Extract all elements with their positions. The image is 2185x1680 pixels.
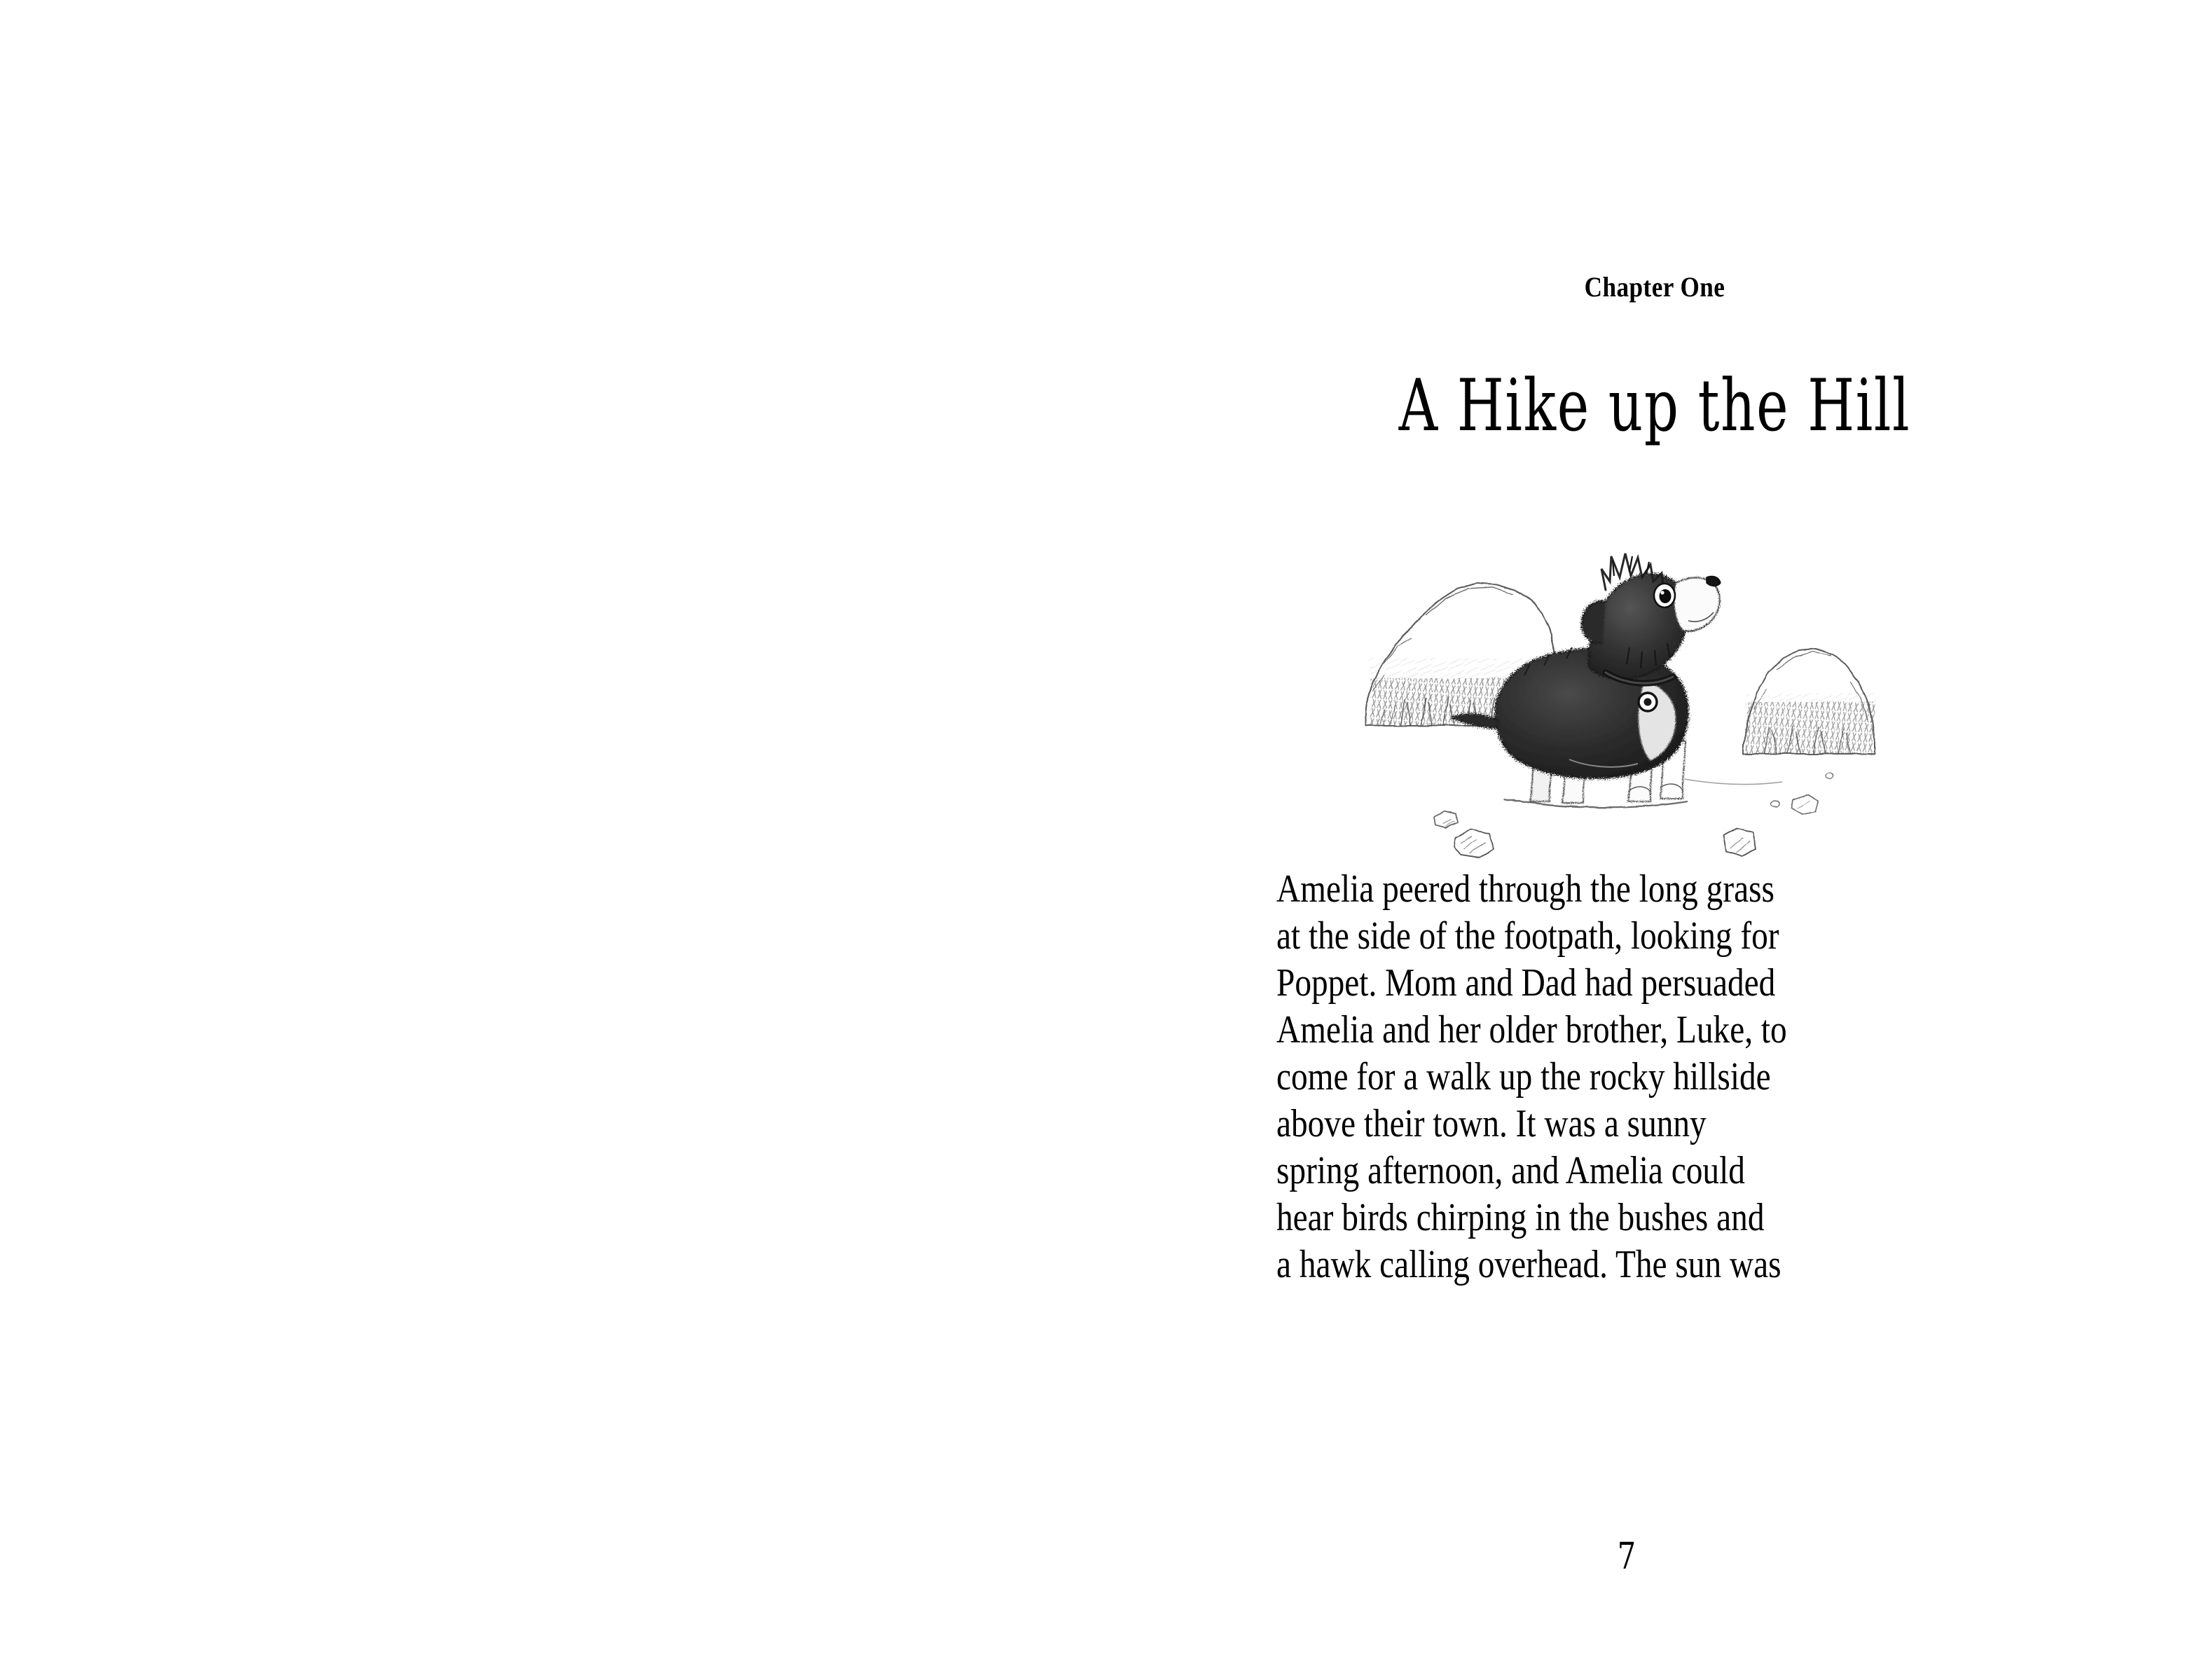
dog-illustration-svg	[1359, 471, 1891, 860]
rock-right	[1743, 649, 1875, 754]
body-line: Amelia peered through the long grass	[1276, 867, 1774, 911]
body-line: Amelia and her older brother, Luke, to	[1276, 1008, 1787, 1052]
page-right-chapter-opening	[1093, 0, 2185, 1680]
body-line: at the side of the footpath, looking for	[1276, 914, 1779, 958]
body-paragraph	[1276, 866, 1928, 1288]
dog-illustration	[1359, 471, 1891, 860]
body-line: hear birds chirping in the bushes and	[1276, 1196, 1765, 1239]
page-number: 7	[1617, 1536, 1636, 1578]
body-line: above their town. It was a sunny	[1276, 1102, 1707, 1145]
dog-head	[1582, 553, 1721, 679]
chapter-title: A Hike up the Hill	[1398, 364, 1911, 448]
content-column	[1276, 0, 2033, 1680]
body-line: a hawk calling overhead. The sun was	[1276, 1243, 1781, 1286]
body-line: spring afternoon, and Amelia could	[1276, 1149, 1745, 1192]
dog-eye	[1654, 584, 1675, 607]
chapter-label: Chapter One	[1584, 271, 1725, 303]
body-line: come for a walk up the rocky hillside	[1276, 1055, 1771, 1099]
body-line: Poppet. Mom and Dad had persuaded	[1276, 961, 1776, 1005]
